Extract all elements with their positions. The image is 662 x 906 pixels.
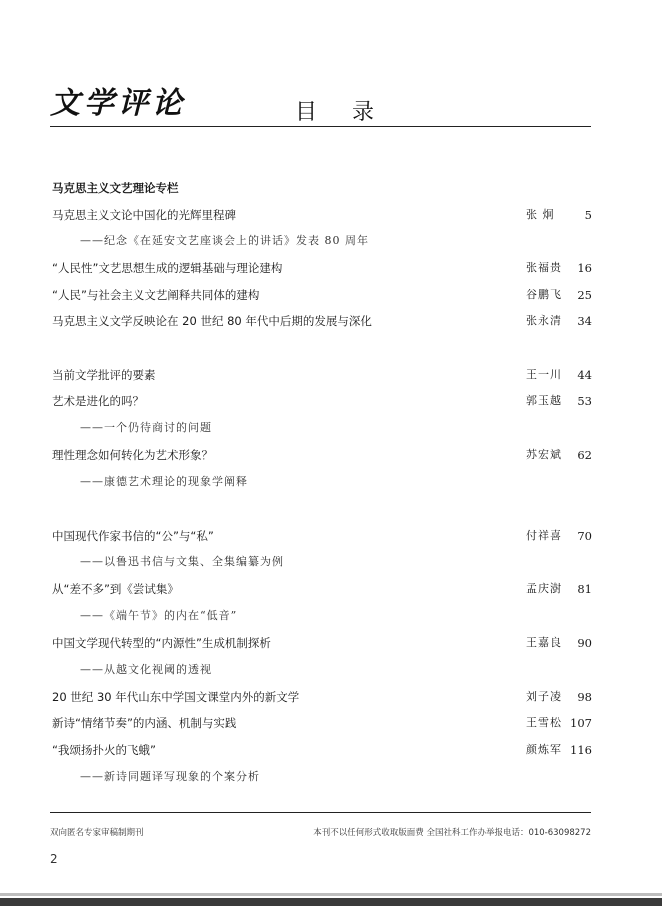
footer-review-note: 双向匿名专家审稿制期刊	[50, 828, 144, 838]
entry-author: 王嘉良	[526, 636, 562, 649]
entry-author: 孟庆澍	[526, 582, 562, 595]
entry-title: “人民”与社会主义文艺阐释共同体的建构	[52, 288, 260, 302]
entry-page: 70	[577, 529, 592, 543]
toc-entry[interactable]	[52, 713, 592, 733]
footer-rule	[50, 812, 591, 813]
footer-hotline-note: 本刊不以任何形式收取版面费 全国社科工作办举报电话：010-63098272	[313, 828, 591, 838]
toc-subtitle	[52, 418, 592, 438]
entry-author: 张 炯	[526, 208, 555, 221]
entry-page: 62	[577, 448, 592, 462]
toc-subtitle	[52, 472, 592, 492]
entry-subtitle: ——康德艺术理论的现象学阐释	[80, 475, 248, 488]
entry-author: 付祥喜	[526, 529, 562, 542]
entry-subtitle: ——纪念《在延安文艺座谈会上的讲话》发表 80 周年	[80, 234, 369, 247]
page-number: 2	[50, 852, 58, 866]
entry-title: “我颂扬扑火的飞蛾”	[52, 743, 156, 757]
toc-entry[interactable]	[52, 285, 592, 305]
entry-author: 王一川	[526, 368, 562, 381]
toc-entry[interactable]	[52, 740, 592, 760]
entry-page: 107	[570, 716, 592, 730]
entry-page: 44	[577, 368, 592, 382]
toc-subtitle	[52, 606, 592, 626]
entry-subtitle: ——《端午节》的内在“低音”	[80, 609, 238, 622]
entry-subtitle: ——以鲁迅书信与文集、全集编纂为例	[80, 555, 284, 568]
toc-entry[interactable]	[52, 311, 592, 331]
entry-page: 90	[577, 636, 592, 650]
entry-author: 张永清	[526, 314, 562, 327]
masthead	[0, 0, 662, 130]
entry-page: 34	[577, 314, 592, 328]
journal-logo: 文学评论	[50, 86, 186, 121]
entry-author: 颜炼军	[526, 743, 562, 756]
toc-entry[interactable]	[52, 391, 592, 411]
entry-title: 艺术是进化的吗？	[52, 394, 144, 408]
toc-subtitle	[52, 231, 592, 251]
toc-entry[interactable]	[52, 258, 592, 278]
entry-author: 张福贵	[526, 261, 562, 274]
entry-title: 中国现代作家书信的“公”与“私”	[52, 529, 214, 543]
toc-entry[interactable]	[52, 526, 592, 546]
entry-page: 53	[577, 394, 592, 408]
entry-author: 刘子凌	[526, 690, 562, 703]
entry-page: 81	[577, 582, 592, 596]
entry-page: 116	[570, 743, 592, 757]
entry-subtitle: ——从越文化视阈的透视	[80, 663, 212, 676]
entry-title: 从“差不多”到《尝试集》	[52, 582, 179, 596]
toc-entry[interactable]	[52, 687, 592, 707]
entry-subtitle: ——新诗同题译写现象的个案分析	[80, 770, 260, 783]
toc-entry[interactable]	[52, 445, 592, 465]
entry-author: 苏宏斌	[526, 448, 562, 461]
entry-title: 马克思主义文论中国化的光辉里程碑	[52, 208, 236, 222]
entry-title: “人民性”文艺思想生成的逻辑基础与理论建构	[52, 261, 283, 275]
entry-author: 郭玉越	[526, 394, 562, 407]
header-rule	[50, 126, 591, 127]
entry-title: 马克思主义文学反映论在 20 世纪 80 年代中后期的发展与深化	[52, 314, 372, 328]
entry-title: 20 世纪 30 年代山东中学国文课堂内外的新文学	[52, 690, 300, 704]
toc-entry[interactable]	[52, 365, 592, 385]
section-title: 马克思主义文艺理论专栏	[52, 181, 179, 195]
entry-subtitle: ——一个仍待商讨的问题	[80, 421, 212, 434]
toc-subtitle	[52, 552, 592, 572]
entry-page: 25	[577, 288, 592, 302]
entry-author: 王雪松	[526, 716, 562, 729]
toc-entry[interactable]	[52, 579, 592, 599]
toc-entry[interactable]	[52, 205, 592, 225]
entry-page: 5	[584, 208, 592, 222]
scan-edge-light	[0, 893, 662, 896]
toc-subtitle	[52, 767, 592, 787]
entry-page: 16	[577, 261, 592, 275]
entry-title: 新诗“情绪节奏”的内涵、机制与实践	[52, 716, 237, 730]
entry-title: 中国文学现代转型的“内源性”生成机制探析	[52, 636, 271, 650]
toc-subtitle	[52, 660, 592, 680]
scan-edge	[0, 898, 662, 906]
toc-section-heading	[52, 178, 592, 198]
page-title: 目 录	[295, 100, 388, 125]
entry-title: 当前文学批评的要素	[52, 368, 156, 382]
toc-entry[interactable]	[52, 633, 592, 653]
entry-author: 谷鹏飞	[526, 288, 562, 301]
entry-title: 理性理念如何转化为艺术形象？	[52, 448, 213, 462]
entry-page: 98	[577, 690, 592, 704]
